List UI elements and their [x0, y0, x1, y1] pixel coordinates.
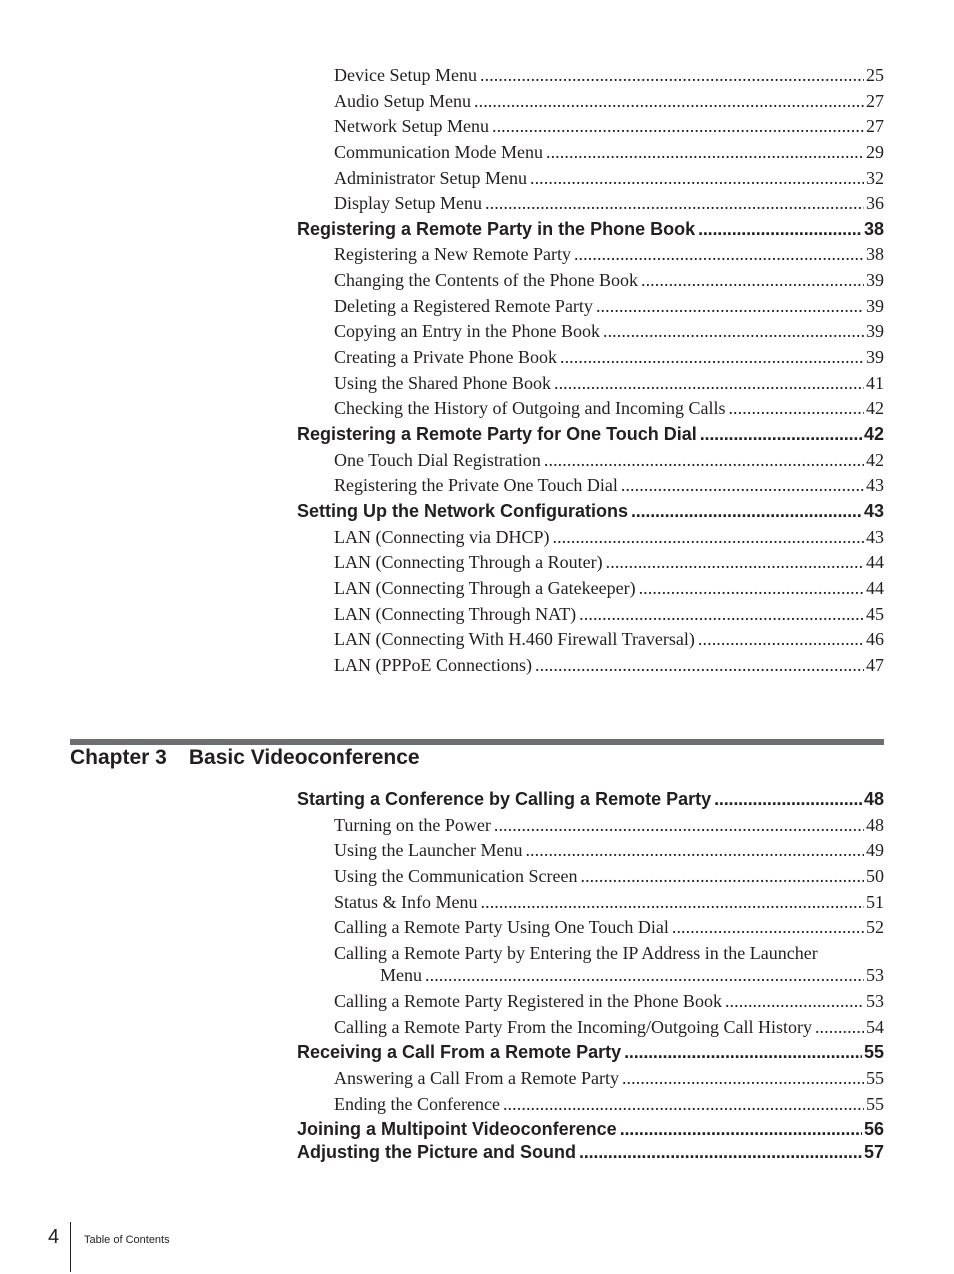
footer-section-label: Table of Contents [84, 1234, 170, 1246]
toc-entry-title: Copying an Entry in the Phone Book [334, 321, 600, 341]
leader-dots [725, 989, 864, 1013]
toc-entry-title: Deleting a Registered Remote Party [334, 296, 593, 316]
toc-entry-page: 42 [866, 450, 884, 470]
leader-dots [525, 838, 864, 862]
leader-dots [474, 89, 864, 113]
toc-entry[interactable] [334, 890, 884, 914]
toc-entry-title: LAN (Connecting via DHCP) [334, 527, 550, 547]
toc-entry-page: 42 [866, 398, 884, 418]
toc-entry[interactable] [334, 191, 884, 215]
toc-entry-first-line[interactable]: Calling a Remote Party by Entering the IP Address in the Launcher [334, 943, 818, 963]
toc-entry[interactable] [334, 915, 884, 939]
toc-entry[interactable] [334, 396, 884, 420]
toc-entry-page: 36 [866, 193, 884, 213]
leader-dots [631, 499, 862, 523]
leader-dots [552, 525, 864, 549]
toc-entry-page: 41 [866, 373, 884, 393]
toc-entry-title: LAN (Connecting With H.460 Firewall Traversal) [334, 629, 695, 649]
toc-entry-page: 49 [866, 840, 884, 860]
leader-dots [485, 191, 864, 215]
toc-entry-title: Setting Up the Network Configurations [297, 501, 628, 521]
chapter-title: Basic Videoconference [188, 746, 420, 769]
toc-entry-page: 53 [866, 965, 884, 985]
toc-entry-page: 25 [866, 65, 884, 85]
leader-dots [698, 217, 862, 241]
toc-entry[interactable] [334, 1092, 884, 1116]
toc-entry[interactable] [334, 345, 884, 369]
leader-dots [728, 396, 864, 420]
toc-entry-title: Answering a Call From a Remote Party [334, 1068, 619, 1088]
toc-entry-page: 44 [866, 552, 884, 572]
toc-section-heading[interactable] [297, 217, 884, 241]
toc-entry[interactable] [334, 576, 884, 600]
toc-entry[interactable] [334, 166, 884, 190]
toc-entry[interactable] [334, 653, 884, 677]
toc-entry[interactable] [334, 838, 884, 862]
toc-entry-page: 48 [866, 815, 884, 835]
toc-entry-title: Ending the Conference [334, 1094, 500, 1114]
leader-dots [560, 345, 864, 369]
toc-entry-title: One Touch Dial Registration [334, 450, 541, 470]
toc-entry-title: LAN (Connecting Through a Router) [334, 552, 603, 572]
leader-dots [620, 1117, 862, 1141]
toc-entry-title: Creating a Private Phone Book [334, 347, 557, 367]
toc-entry-title: Adjusting the Picture and Sound [297, 1142, 576, 1162]
leader-dots [622, 1066, 864, 1090]
toc-entry[interactable] [334, 864, 884, 888]
toc-entry-title: Starting a Conference by Calling a Remote Party [297, 789, 712, 809]
toc-entry[interactable] [334, 268, 884, 292]
toc-entry-page: 39 [866, 296, 884, 316]
toc-entry-page: 27 [866, 116, 884, 136]
toc-entry[interactable] [334, 1066, 884, 1090]
toc-entry-page: 43 [863, 501, 884, 521]
chapter-heading[interactable] [70, 744, 420, 772]
toc-entry-title: Communication Mode Menu [334, 142, 543, 162]
toc-entry-title: Administrator Setup Menu [334, 168, 527, 188]
toc-entry[interactable] [334, 602, 884, 626]
toc-section-heading[interactable] [297, 1140, 884, 1164]
toc-entry-title: Network Setup Menu [334, 116, 489, 136]
toc-entry-page: 39 [866, 321, 884, 341]
toc-entry-title: Turning on the Power [334, 815, 491, 835]
toc-entry[interactable] [334, 140, 884, 164]
toc-entry-page: 38 [863, 219, 884, 239]
leader-dots [815, 1015, 864, 1039]
toc-entry-page: 43 [866, 475, 884, 495]
toc-section-heading[interactable] [297, 422, 884, 446]
toc-entry-page: 55 [866, 1068, 884, 1088]
toc-section-heading[interactable] [297, 787, 884, 811]
toc-entry-title: Audio Setup Menu [334, 91, 471, 111]
leader-dots [530, 166, 864, 190]
toc-entry-page: 32 [866, 168, 884, 188]
toc-entry-page: 29 [866, 142, 884, 162]
toc-entry-page: 56 [863, 1119, 884, 1139]
toc-entry-title: Display Setup Menu [334, 193, 482, 213]
toc-entry-page: 55 [863, 1042, 884, 1062]
toc-entry[interactable] [334, 242, 884, 266]
toc-entry-title: Calling a Remote Party Registered in the Phone Book [334, 991, 722, 1011]
leader-dots [580, 864, 864, 888]
leader-dots [714, 787, 862, 811]
leader-dots [544, 448, 864, 472]
chapter-number: Chapter 3 [70, 746, 167, 769]
toc-entry[interactable] [334, 63, 884, 87]
toc-entry-title: Status & Info Menu [334, 892, 478, 912]
page-number: 4 [48, 1226, 60, 1248]
toc-entry-page: 57 [863, 1142, 884, 1162]
leader-dots [494, 813, 864, 837]
leader-dots [579, 1140, 862, 1164]
toc-entry[interactable] [334, 550, 884, 574]
leader-dots [492, 114, 864, 138]
toc-entry-title: Registering a Remote Party for One Touch Dial [297, 424, 697, 444]
leader-dots [621, 473, 864, 497]
toc-entry-page: 53 [866, 991, 884, 1011]
toc-entry-title: Checking the History of Outgoing and Incoming Calls [334, 398, 726, 418]
toc-entry-title: Menu [380, 965, 422, 985]
toc-entry-page: 27 [866, 91, 884, 111]
footer-divider [70, 1222, 71, 1272]
toc-entry-page: 38 [866, 244, 884, 264]
leader-dots [579, 602, 864, 626]
leader-dots [574, 242, 864, 266]
leader-dots [603, 319, 864, 343]
toc-entry-page: 55 [866, 1094, 884, 1114]
toc-entry-title: Changing the Contents of the Phone Book [334, 270, 638, 290]
toc-entry[interactable] [334, 371, 884, 395]
toc-entry-title: Joining a Multipoint Videoconference [297, 1119, 617, 1139]
leader-dots [554, 371, 864, 395]
leader-dots [503, 1092, 864, 1116]
toc-entry-title: LAN (Connecting Through NAT) [334, 604, 577, 624]
leader-dots [480, 63, 864, 87]
toc-entry-page: 45 [866, 604, 884, 624]
toc-entry[interactable] [334, 114, 884, 138]
leader-dots [481, 890, 865, 914]
leader-dots [535, 653, 864, 677]
toc-entry-title: Registering a Remote Party in the Phone Book [297, 219, 696, 239]
leader-dots [425, 963, 864, 987]
toc-entry[interactable] [334, 448, 884, 472]
toc-entry-page: 46 [866, 629, 884, 649]
toc-entry[interactable] [334, 1015, 884, 1039]
toc-entry[interactable] [334, 813, 884, 837]
toc-entry[interactable] [334, 89, 884, 113]
leader-dots [672, 915, 864, 939]
toc-entry-title: Registering the Private One Touch Dial [334, 475, 618, 495]
toc-entry[interactable] [334, 294, 884, 318]
toc-entry-page: 48 [863, 789, 884, 809]
leader-dots [700, 422, 862, 446]
toc-entry[interactable] [334, 989, 884, 1013]
toc-entry[interactable] [334, 473, 884, 497]
toc-entry-page: 52 [866, 917, 884, 937]
toc-section-heading[interactable] [297, 1040, 884, 1064]
toc-entry-title: Using the Launcher Menu [334, 840, 523, 860]
toc-entry[interactable] [334, 525, 884, 549]
leader-dots [639, 576, 864, 600]
toc-entry-page: 43 [866, 527, 884, 547]
toc-entry-page: 47 [866, 655, 884, 675]
toc-entry-page: 42 [863, 424, 884, 444]
toc-entry-title: Calling a Remote Party From the Incoming/Outgoing Call History [334, 1017, 812, 1037]
toc-section-heading[interactable] [297, 499, 884, 523]
toc-entry-title: Device Setup Menu [334, 65, 477, 85]
toc-entry-title: Calling a Remote Party Using One Touch Dial [334, 917, 669, 937]
toc-entry[interactable] [380, 963, 884, 987]
toc-entry-title: LAN (PPPoE Connections) [334, 655, 532, 675]
toc-entry-page: 39 [866, 347, 884, 367]
leader-dots [698, 627, 864, 651]
leader-dots [546, 140, 864, 164]
toc-entry-page: 50 [866, 866, 884, 886]
toc-entry-title: Registering a New Remote Party [334, 244, 571, 264]
leader-dots [641, 268, 864, 292]
toc-entry-title: Using the Communication Screen [334, 866, 578, 886]
toc-entry-page: 44 [866, 578, 884, 598]
toc-entry-page: 39 [866, 270, 884, 290]
toc-section-heading[interactable] [297, 1117, 884, 1141]
leader-dots [606, 550, 864, 574]
leader-dots [596, 294, 864, 318]
toc-entry-page: 51 [866, 892, 884, 912]
toc-entry-title: LAN (Connecting Through a Gatekeeper) [334, 578, 636, 598]
toc-entry-page: 54 [866, 1017, 884, 1037]
toc-entry[interactable] [334, 627, 884, 651]
leader-dots [624, 1040, 862, 1064]
toc-entry[interactable] [334, 319, 884, 343]
toc-entry-title: Using the Shared Phone Book [334, 373, 551, 393]
toc-entry-title: Receiving a Call From a Remote Party [297, 1042, 622, 1062]
